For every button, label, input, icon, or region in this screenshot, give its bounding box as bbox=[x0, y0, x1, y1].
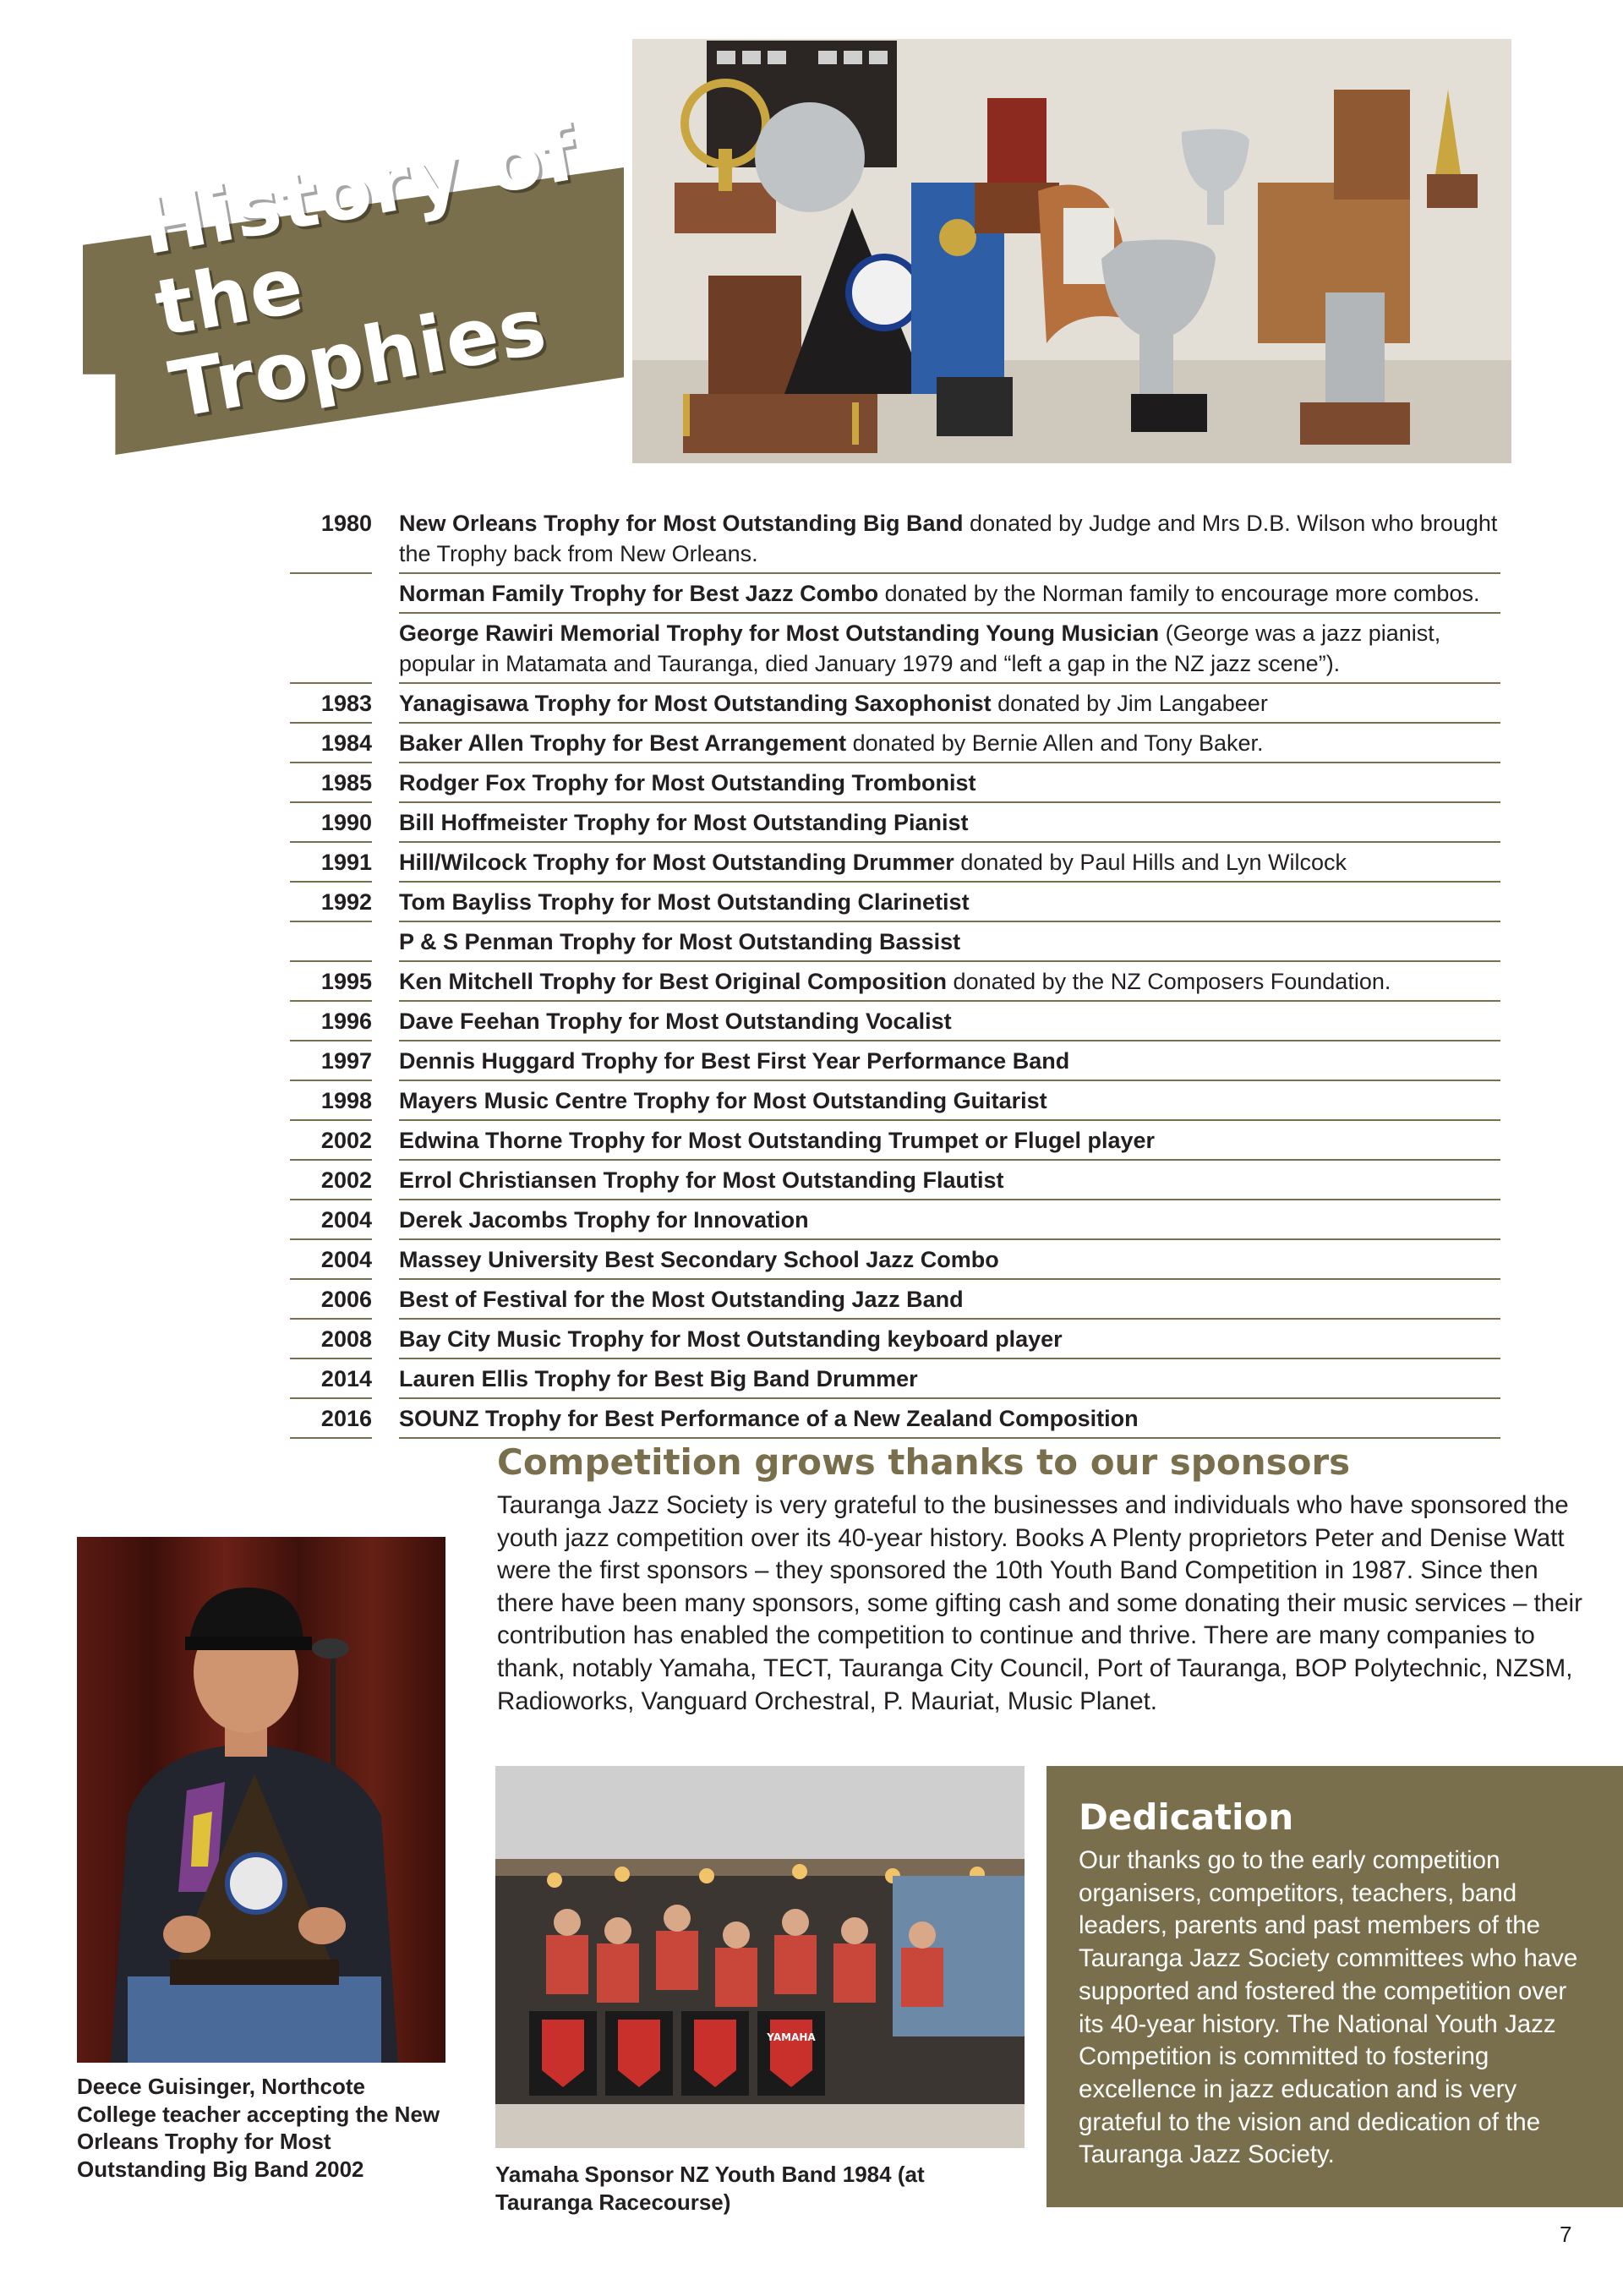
trophy-year bbox=[290, 574, 372, 614]
page-title: History of the Trophies bbox=[134, 107, 584, 436]
trophy-description bbox=[399, 1399, 1500, 1439]
trophy-description bbox=[399, 684, 1500, 724]
trophy-description bbox=[399, 1240, 1500, 1280]
trophy-description bbox=[399, 724, 1500, 763]
trophy-title: P & S Penman Trophy for Most Outstanding Bassist bbox=[399, 929, 961, 954]
trophy-year: 2004 bbox=[290, 1240, 372, 1280]
trophy-title: Derek Jacombs Trophy for Innovation bbox=[399, 1207, 809, 1233]
trophy-year: 1997 bbox=[290, 1041, 372, 1081]
trophy-title: Yanagisawa Trophy for Most Outstanding Saxophonist bbox=[399, 691, 992, 716]
table-row bbox=[290, 1200, 1500, 1240]
yamaha-banner-lettering: YAMAHA bbox=[767, 2031, 816, 2043]
dedication-heading: Dedication bbox=[1079, 1796, 1294, 1838]
table-row bbox=[290, 614, 1500, 684]
trophy-title: Hill/Wilcock Trophy for Most Outstanding Drummer bbox=[399, 850, 954, 875]
trophy-description bbox=[399, 574, 1500, 614]
table-row bbox=[290, 1320, 1500, 1359]
table-row bbox=[290, 843, 1500, 883]
trophy-description bbox=[399, 843, 1500, 883]
table-row bbox=[290, 1240, 1500, 1280]
trophy-table bbox=[290, 504, 1500, 1439]
table-row bbox=[290, 1161, 1500, 1200]
trophy-description bbox=[399, 922, 1500, 962]
table-row bbox=[290, 763, 1500, 803]
trophy-year: 1991 bbox=[290, 843, 372, 883]
page-number: 7 bbox=[1560, 2222, 1572, 2247]
trophy-title: George Rawiri Memorial Trophy for Most Outstanding Young Musician bbox=[399, 620, 1160, 646]
table-row bbox=[290, 1081, 1500, 1121]
trophy-year: 2002 bbox=[290, 1161, 372, 1200]
table-row bbox=[290, 922, 1500, 962]
table-row bbox=[290, 724, 1500, 763]
trophy-year: 1984 bbox=[290, 724, 372, 763]
trophy-year: 1998 bbox=[290, 1081, 372, 1121]
table-row bbox=[290, 574, 1500, 614]
table-row bbox=[290, 1041, 1500, 1081]
trophy-title: SOUNZ Trophy for Best Performance of a New Zealand Composition bbox=[399, 1406, 1139, 1431]
band-photo-caption: Yamaha Sponsor NZ Youth Band 1984 (at Tauranga Racecourse) bbox=[495, 2162, 925, 2215]
trophy-year: 1992 bbox=[290, 883, 372, 922]
deece-guisinger-photo bbox=[77, 1537, 445, 2063]
table-row bbox=[290, 1280, 1500, 1320]
trophy-description bbox=[399, 1041, 1500, 1081]
trophy-title: Bill Hoffmeister Trophy for Most Outstanding Pianist bbox=[399, 810, 969, 835]
trophy-year: 1995 bbox=[290, 962, 372, 1002]
trophy-title: Tom Bayliss Trophy for Most Outstanding Clarinetist bbox=[399, 889, 970, 915]
table-row bbox=[290, 962, 1500, 1002]
trophies-photo bbox=[632, 39, 1511, 463]
table-row bbox=[290, 883, 1500, 922]
trophy-description bbox=[399, 1081, 1500, 1121]
trophy-description bbox=[399, 883, 1500, 922]
trophy-title: Errol Christiansen Trophy for Most Outstanding Flautist bbox=[399, 1167, 1004, 1193]
table-row bbox=[290, 1121, 1500, 1161]
trophy-note: donated by Paul Hills and Lyn Wilcock bbox=[954, 850, 1347, 875]
trophy-year: 2008 bbox=[290, 1320, 372, 1359]
trophy-year: 2006 bbox=[290, 1280, 372, 1320]
trophy-note: donated by Judge and Mrs D.B. Wilson who brought the Trophy back from New Orleans. bbox=[399, 511, 1498, 566]
trophy-title: New Orleans Trophy for Most Outstanding Big Band bbox=[399, 511, 964, 536]
deece-photo-caption: Deece Guisinger, Northcote College teacher accepting the New Orleans Trophy for Most Outstanding Big Band 2002 bbox=[77, 2074, 440, 2182]
trophy-year: 2016 bbox=[290, 1399, 372, 1439]
dedication-body: Our thanks go to the early competition organisers, competitors, teachers, band leaders, parents and past members of the Tauranga Jazz Society committees who have supported and fostered the competition over its 40-year history. The National Youth Jazz Competition is committed to fostering excellence in jazz education and is very grateful to the vision and dedication of the Tauranga Jazz Society. bbox=[1079, 1846, 1578, 2169]
trophy-description bbox=[399, 1200, 1500, 1240]
trophy-note: donated by the Norman family to encourage more combos. bbox=[878, 581, 1480, 606]
trophy-description bbox=[399, 962, 1500, 1002]
trophy-year bbox=[290, 922, 372, 962]
trophy-description bbox=[399, 803, 1500, 843]
trophy-year: 1980 bbox=[290, 504, 372, 574]
table-row bbox=[290, 1002, 1500, 1041]
trophy-year: 2002 bbox=[290, 1121, 372, 1161]
trophy-note: donated by Jim Langabeer bbox=[991, 691, 1268, 716]
trophy-year: 1983 bbox=[290, 684, 372, 724]
trophy-description bbox=[399, 614, 1500, 684]
table-row bbox=[290, 1359, 1500, 1399]
trophy-title: Edwina Thorne Trophy for Most Outstanding Trumpet or Flugel player bbox=[399, 1128, 1156, 1153]
table-row bbox=[290, 1399, 1500, 1439]
trophy-description bbox=[399, 1359, 1500, 1399]
sponsors-body: Tauranga Jazz Society is very grateful to the businesses and individuals who have sponsored the youth jazz competition over its 40-year history. Books A Plenty proprietors Peter and Denise Watt were the first sponsors – they sponsored the 10th Youth Band Competition in 1987. Since then there have been many sponsors, some gifting cash and some donating their music services – their contribution has enabled the competition to continue and thrive. There are many companies to thank, notably Yamaha, TECT, Tauranga City Council, Port of Tauranga, BOP Polytechnic, NZSM, Radioworks, Vanguard Orchestral, P. Mauriat, Music Planet. bbox=[497, 1491, 1582, 1715]
trophy-description bbox=[399, 1121, 1500, 1161]
trophy-note: donated by Bernie Allen and Tony Baker. bbox=[846, 730, 1264, 756]
trophy-title: Baker Allen Trophy for Best Arrangement bbox=[399, 730, 847, 756]
trophy-title: Rodger Fox Trophy for Most Outstanding Trombonist bbox=[399, 770, 976, 795]
trophy-title: Bay City Music Trophy for Most Outstanding keyboard player bbox=[399, 1326, 1063, 1352]
trophy-year: 2014 bbox=[290, 1359, 372, 1399]
trophy-title: Dennis Huggard Trophy for Best First Year Performance Band bbox=[399, 1048, 1070, 1074]
trophy-title: Ken Mitchell Trophy for Best Original Composition bbox=[399, 969, 948, 994]
trophy-description bbox=[399, 504, 1500, 574]
trophy-description bbox=[399, 1280, 1500, 1320]
trophy-description bbox=[399, 1161, 1500, 1200]
trophy-note: (George was a jazz pianist, popular in Matamata and Tauranga, died January 1979 and “left a gap in the NZ jazz scene”). bbox=[399, 620, 1441, 676]
trophy-title: Best of Festival for the Most Outstanding Jazz Band bbox=[399, 1287, 964, 1312]
trophy-description bbox=[399, 1320, 1500, 1359]
trophy-title: Norman Family Trophy for Best Jazz Combo bbox=[399, 581, 879, 606]
sponsors-heading: Competition grows thanks to our sponsors bbox=[497, 1441, 1351, 1483]
trophy-description bbox=[399, 1002, 1500, 1041]
trophy-description bbox=[399, 763, 1500, 803]
trophy-title: Lauren Ellis Trophy for Best Big Band Drummer bbox=[399, 1366, 918, 1391]
trophy-year: 2004 bbox=[290, 1200, 372, 1240]
trophy-year: 1996 bbox=[290, 1002, 372, 1041]
table-row bbox=[290, 504, 1500, 574]
dedication-box bbox=[1046, 1766, 1623, 2207]
trophy-note: donated by the NZ Composers Foundation. bbox=[947, 969, 1391, 994]
table-row bbox=[290, 803, 1500, 843]
table-row bbox=[290, 684, 1500, 724]
trophy-year bbox=[290, 614, 372, 684]
trophy-title: Massey University Best Secondary School Jazz Combo bbox=[399, 1247, 999, 1272]
trophy-title: Dave Feehan Trophy for Most Outstanding Vocalist bbox=[399, 1009, 952, 1034]
trophy-year: 1985 bbox=[290, 763, 372, 803]
yamaha-band-photo bbox=[495, 1766, 1025, 2148]
trophy-title: Mayers Music Centre Trophy for Most Outstanding Guitarist bbox=[399, 1088, 1047, 1113]
trophy-year: 1990 bbox=[290, 803, 372, 843]
